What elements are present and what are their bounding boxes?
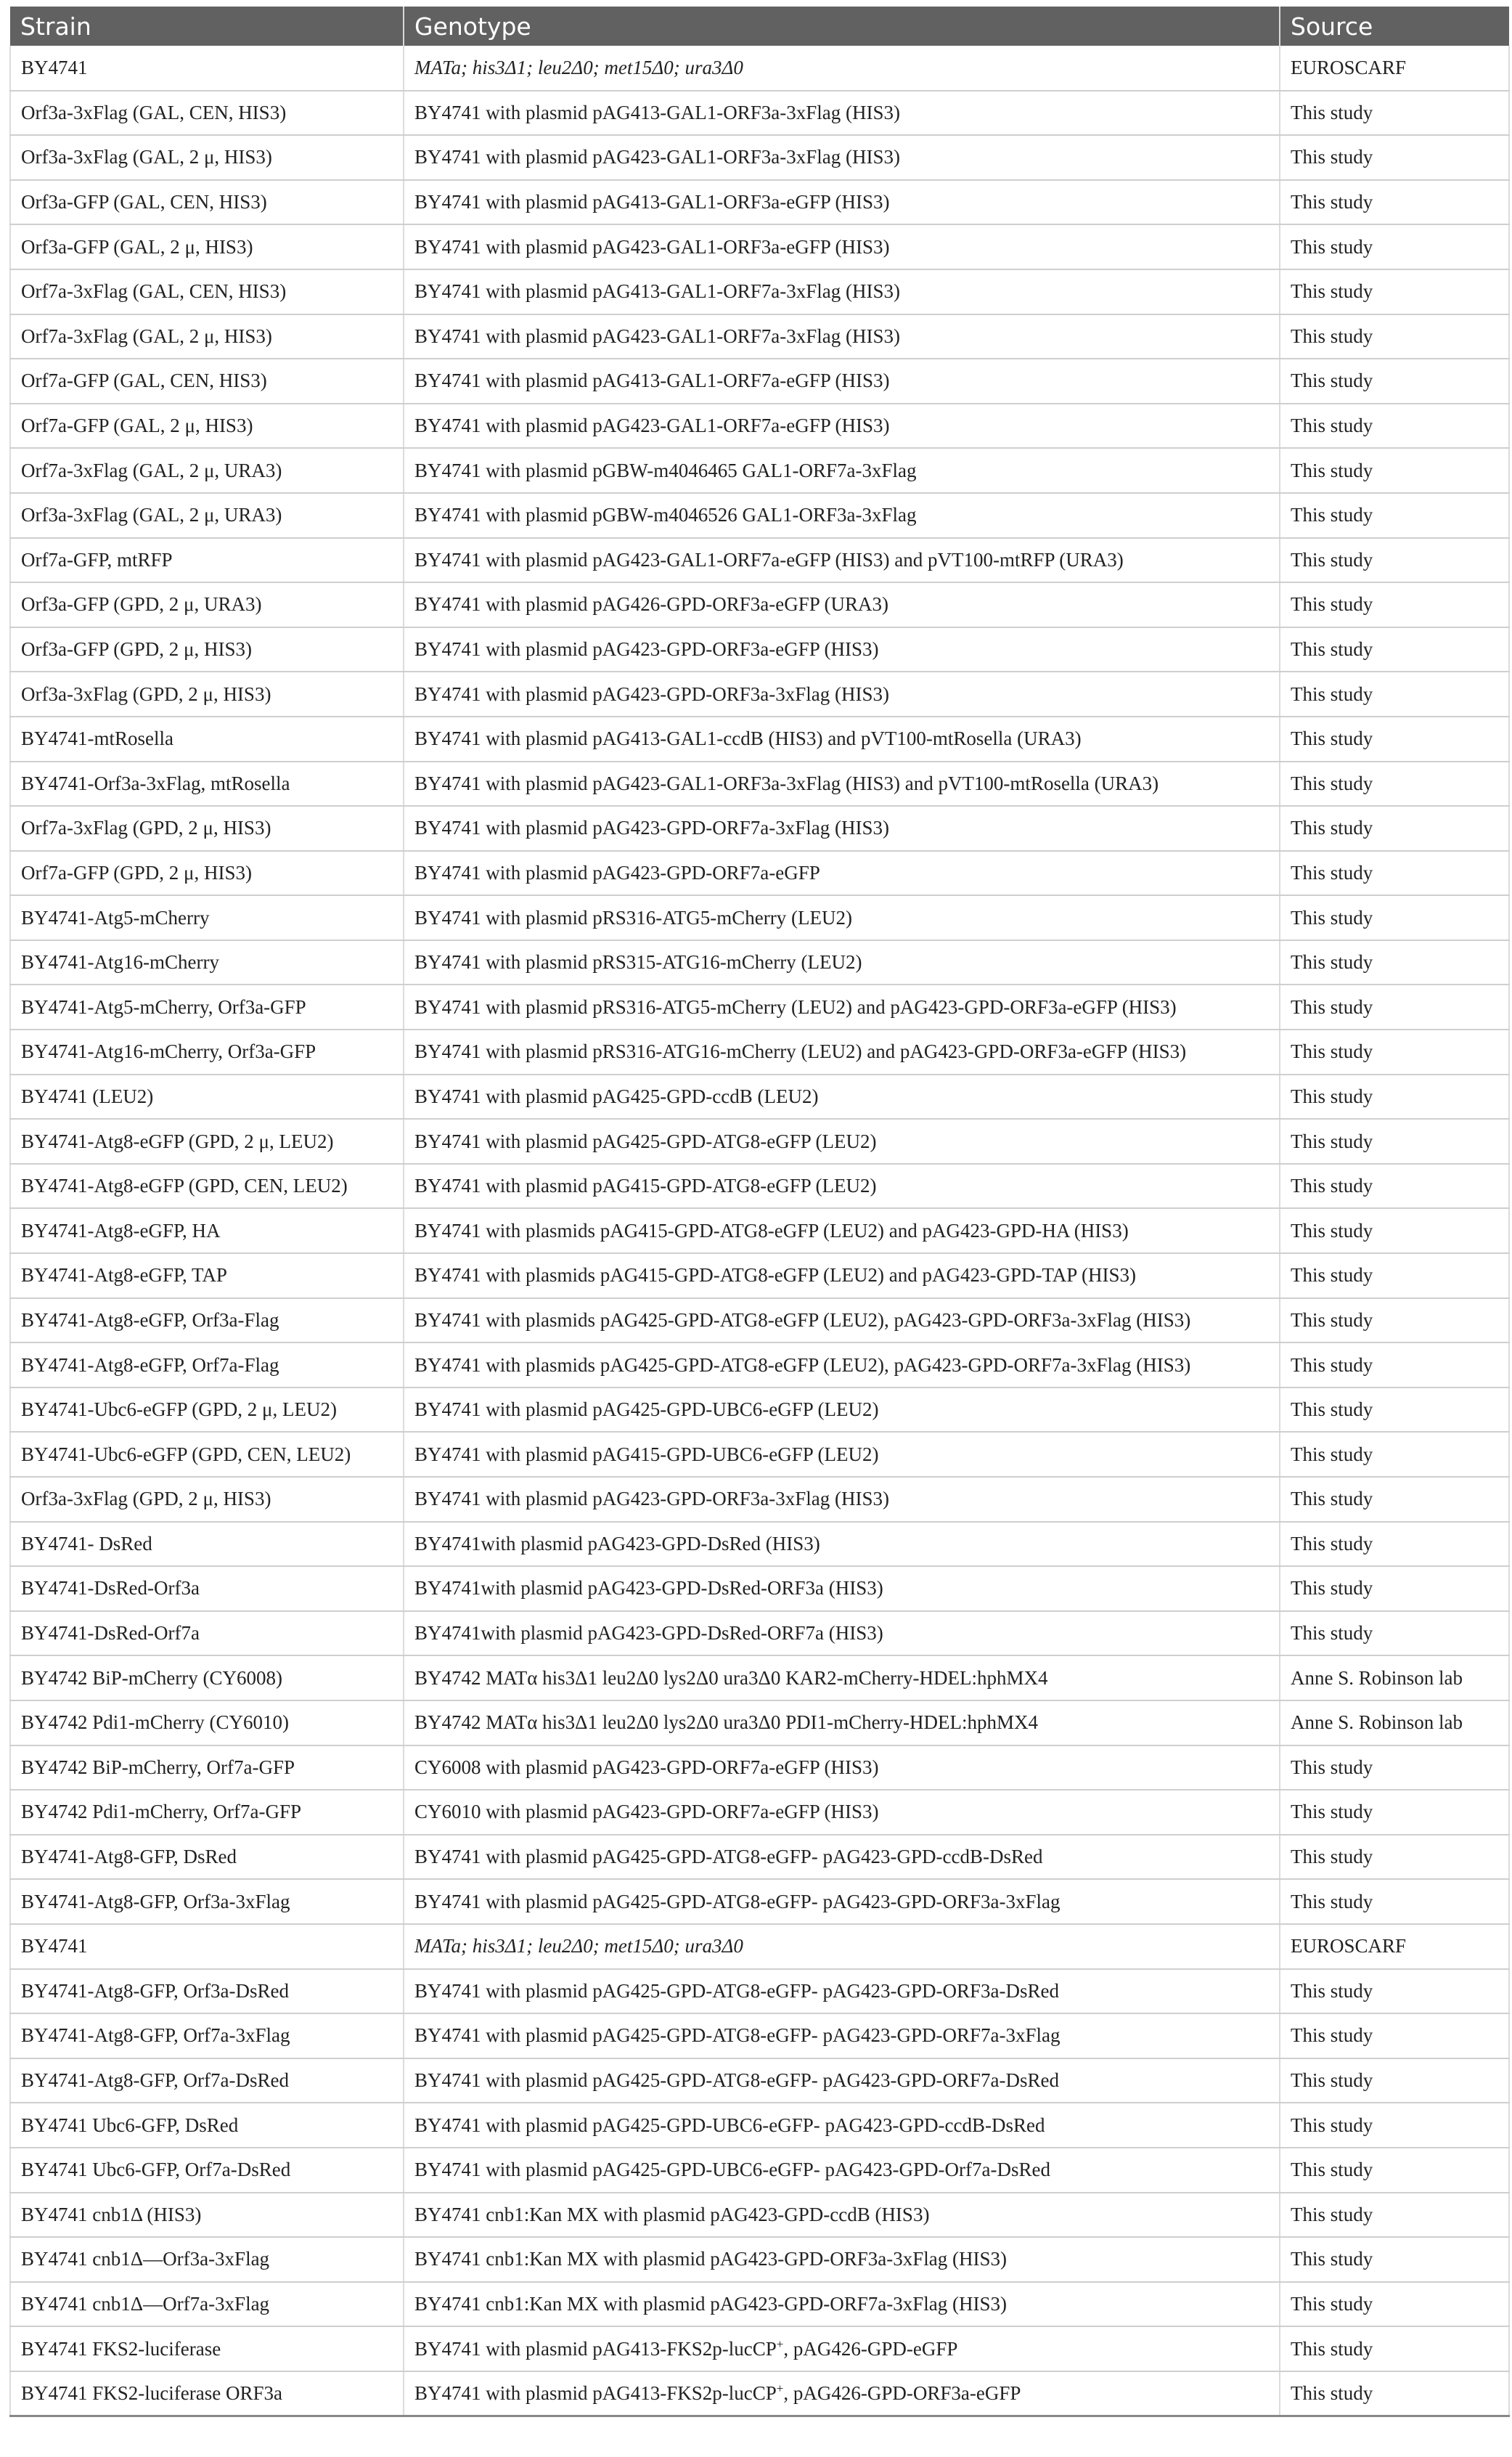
cell-source: This study [1280, 2326, 1509, 2371]
table-row [10, 717, 1509, 762]
cell-strain: BY4741-Atg8-eGFP (GPD, 2 μ, LEU2) [10, 1119, 404, 1164]
cell-strain: BY4741 [10, 46, 404, 91]
table-row [10, 46, 1509, 91]
cell-genotype [404, 2371, 1280, 2416]
cell-genotype [404, 1835, 1280, 1880]
cell-strain: BY4741-Atg8-eGFP, Orf3a-Flag [10, 1298, 404, 1343]
cell-genotype [404, 224, 1280, 269]
cell-genotype [404, 1075, 1280, 1120]
cell-genotype [404, 1745, 1280, 1790]
table-row [10, 627, 1509, 672]
cell-source: This study [1280, 627, 1509, 672]
cell-strain: BY4742 Pdi1-mCherry (CY6010) [10, 1700, 404, 1745]
table-row [10, 1655, 1509, 1700]
cell-genotype [404, 2013, 1280, 2058]
cell-strain: BY4741 [10, 1924, 404, 1969]
table-row [10, 851, 1509, 896]
genotype-text: BY4741 with plasmid pGBW-m4046526 GAL1-ORF3a-3xFlag [414, 504, 917, 526]
cell-source: This study [1280, 2148, 1509, 2193]
cell-source: This study [1280, 1477, 1509, 1522]
cell-source: This study [1280, 2371, 1509, 2416]
genotype-text: BY4741 with plasmid pAG423-GPD-ORF3a-3xFlag (HIS3) [414, 1488, 889, 1510]
cell-strain: Orf7a-3xFlag (GPD, 2 μ, HIS3) [10, 806, 404, 851]
table-row [10, 895, 1509, 940]
table-row [10, 1924, 1509, 1969]
cell-source: EUROSCARF [1280, 46, 1509, 91]
genotype-text: BY4741 cnb1:Kan MX with plasmid pAG423-GPD-ORF3a-3xFlag (HIS3) [414, 2248, 1007, 2270]
cell-source: This study [1280, 1119, 1509, 1164]
cell-genotype [404, 1611, 1280, 1656]
cell-source: This study [1280, 404, 1509, 449]
cell-strain: BY4741-Atg8-eGFP, HA [10, 1208, 404, 1253]
genotype-text: BY4741 with plasmid pAG425-GPD-ATG8-eGFP- pAG423-GPD-ORF7a-3xFlag [414, 2024, 1061, 2047]
table-row [10, 1253, 1509, 1298]
cell-genotype [404, 2193, 1280, 2238]
cell-genotype [404, 1969, 1280, 2014]
cell-source: This study [1280, 1566, 1509, 1611]
cell-genotype [404, 359, 1280, 404]
strain-table-container [9, 7, 1508, 2417]
genotype-text: BY4741with plasmid pAG423-GPD-DsRed (HIS3) [414, 1532, 820, 1555]
genotype-text: BY4741 with plasmid pAG423-GAL1-ORF3a-3xFlag (HIS3) [414, 146, 900, 168]
table-row [10, 2058, 1509, 2103]
genotype-text: BY4741 with plasmid pAG425-GPD-ATG8-eGFP- pAG423-GPD-ORF3a-DsRed [414, 1979, 1059, 2002]
table-row [10, 1030, 1509, 1075]
genotype-superscript: + [776, 2381, 784, 2395]
cell-genotype [404, 404, 1280, 449]
cell-strain: BY4741-Atg8-GFP, Orf7a-3xFlag [10, 2013, 404, 2058]
genotype-text: BY4741 with plasmids pAG425-GPD-ATG8-eGFP (LEU2), pAG423-GPD-ORF3a-3xFlag (HIS3) [414, 1308, 1191, 1331]
cell-source: This study [1280, 2103, 1509, 2148]
cell-source: This study [1280, 2193, 1509, 2238]
cell-source: This study [1280, 1253, 1509, 1298]
cell-genotype [404, 269, 1280, 314]
cell-source: This study [1280, 985, 1509, 1030]
cell-strain: BY4741 cnb1Δ—Orf3a-3xFlag [10, 2237, 404, 2282]
cell-genotype [404, 1119, 1280, 1164]
table-row [10, 2371, 1509, 2416]
genotype-text: BY4741 with plasmid pRS316-ATG5-mCherry (LEU2) [414, 906, 852, 929]
strain-table [9, 7, 1510, 2417]
cell-strain: BY4741 cnb1Δ (HIS3) [10, 2193, 404, 2238]
cell-strain: BY4741-DsRed-Orf3a [10, 1566, 404, 1611]
cell-genotype [404, 806, 1280, 851]
genotype-text: BY4741with plasmid pAG423-GPD-DsRed-ORF3a (HIS3) [414, 1577, 883, 1600]
genotype-text: BY4741 with plasmid pAG423-GAL1-ORF7a-eGFP (HIS3) [414, 415, 890, 437]
table-row [10, 806, 1509, 851]
cell-source: This study [1280, 1611, 1509, 1656]
cell-source: This study [1280, 1835, 1509, 1880]
genotype-text: BY4741 with plasmids pAG425-GPD-ATG8-eGFP (LEU2), pAG423-GPD-ORF7a-3xFlag (HIS3) [414, 1353, 1191, 1376]
cell-source: This study [1280, 180, 1509, 225]
cell-genotype [404, 1566, 1280, 1611]
cell-source: This study [1280, 1879, 1509, 1924]
cell-genotype [404, 493, 1280, 538]
genotype-text: BY4741 with plasmid pAG413-FKS2p-lucCP [414, 2381, 777, 2404]
cell-strain: BY4741-Atg5-mCherry, Orf3a-GFP [10, 985, 404, 1030]
table-row [10, 180, 1509, 225]
cell-strain: Orf3a-GFP (GAL, 2 μ, HIS3) [10, 224, 404, 269]
cell-source: This study [1280, 1164, 1509, 1209]
cell-strain: Orf3a-GFP (GPD, 2 μ, URA3) [10, 582, 404, 627]
genotype-text: BY4741 with plasmid pAG413-GAL1-ORF7a-eGFP (HIS3) [414, 370, 890, 392]
genotype-text: BY4741 with plasmid pGBW-m4046465 GAL1-ORF7a-3xFlag [414, 459, 917, 481]
genotype-text: BY4741 with plasmid pAG415-GPD-UBC6-eGFP (LEU2) [414, 1443, 879, 1465]
cell-strain: BY4741-DsRed-Orf7a [10, 1611, 404, 1656]
genotype-text: BY4741 with plasmid pAG423-GAL1-ORF7a-eGFP (HIS3) and pVT100-mtRFP (URA3) [414, 548, 1124, 571]
cell-source: This study [1280, 1432, 1509, 1477]
cell-strain: Orf3a-3xFlag (GAL, CEN, HIS3) [10, 91, 404, 136]
cell-source: This study [1280, 1522, 1509, 1567]
cell-genotype [404, 1879, 1280, 1924]
genotype-text: BY4741 with plasmids pAG415-GPD-ATG8-eGFP (LEU2) and pAG423-GPD-TAP (HIS3) [414, 1264, 1137, 1287]
cell-strain: Orf7a-3xFlag (GAL, 2 μ, URA3) [10, 448, 404, 493]
table-row [10, 2013, 1509, 2058]
cell-genotype [404, 672, 1280, 717]
cell-genotype [404, 1388, 1280, 1433]
cell-genotype [404, 2237, 1280, 2282]
cell-genotype [404, 1522, 1280, 1567]
cell-source: This study [1280, 895, 1509, 940]
cell-source: This study [1280, 2058, 1509, 2103]
genotype-text: BY4741 with plasmid pAG423-GAL1-ORF3a-eGFP (HIS3) [414, 235, 890, 258]
cell-strain: BY4741-Atg8-GFP, Orf7a-DsRed [10, 2058, 404, 2103]
table-row [10, 1522, 1509, 1567]
cell-strain: Orf3a-3xFlag (GPD, 2 μ, HIS3) [10, 1477, 404, 1522]
table-row [10, 672, 1509, 717]
cell-source: This study [1280, 1208, 1509, 1253]
table-row [10, 1342, 1509, 1388]
table-row [10, 1700, 1509, 1745]
cell-genotype [404, 1790, 1280, 1835]
genotype-text-tail: , pAG426-GPD-ORF3a-eGFP [783, 2381, 1021, 2404]
cell-source: EUROSCARF [1280, 1924, 1509, 1969]
cell-strain: Orf3a-GFP (GAL, CEN, HIS3) [10, 180, 404, 225]
genotype-text: BY4741 with plasmid pAG423-GAL1-ORF3a-3xFlag (HIS3) and pVT100-mtRosella (URA3) [414, 772, 1159, 794]
genotype-text: BY4741 with plasmid pAG413-GAL1-ccdB (HIS3) and pVT100-mtRosella (URA3) [414, 728, 1082, 750]
cell-source: This study [1280, 806, 1509, 851]
table-row [10, 2148, 1509, 2193]
table-row [10, 224, 1509, 269]
genotype-text: BY4742 MATα his3Δ1 leu2Δ0 lys2Δ0 ura3Δ0 KAR2-mCherry-HDEL:hphMX4 [414, 1666, 1048, 1689]
cell-genotype [404, 91, 1280, 136]
genotype-text: BY4741 with plasmid pAG425-GPD-UBC6-eGFP- pAG423-GPD-Orf7a-DsRed [414, 2159, 1050, 2181]
table-row [10, 135, 1509, 180]
cell-strain: BY4741-Ubc6-eGFP (GPD, 2 μ, LEU2) [10, 1388, 404, 1433]
genotype-text: BY4741 with plasmid pAG425-GPD-UBC6-eGFP- pAG423-GPD-ccdB-DsRed [414, 2114, 1045, 2136]
table-row [10, 762, 1509, 807]
cell-strain: BY4741 (LEU2) [10, 1075, 404, 1120]
genotype-text: BY4741 with plasmid pAG425-GPD-ATG8-eGFP- pAG423-GPD-ORF3a-3xFlag [414, 1890, 1061, 1912]
cell-genotype [404, 762, 1280, 807]
cell-strain: Orf3a-3xFlag (GAL, 2 μ, URA3) [10, 493, 404, 538]
genotype-text: BY4741 with plasmid pAG425-GPD-UBC6-eGFP (LEU2) [414, 1398, 879, 1421]
cell-genotype [404, 582, 1280, 627]
cell-strain: Orf7a-GFP, mtRFP [10, 538, 404, 583]
table-row [10, 1119, 1509, 1164]
cell-genotype [404, 985, 1280, 1030]
cell-strain: BY4742 BiP-mCherry (CY6008) [10, 1655, 404, 1700]
cell-source: This study [1280, 672, 1509, 717]
cell-source: This study [1280, 359, 1509, 404]
table-body [10, 46, 1509, 2416]
table-row [10, 1432, 1509, 1477]
cell-strain: Orf7a-3xFlag (GAL, 2 μ, HIS3) [10, 314, 404, 359]
table-row [10, 493, 1509, 538]
cell-genotype [404, 1924, 1280, 1969]
cell-genotype [404, 180, 1280, 225]
genotype-text: BY4741 with plasmid pAG413-GAL1-ORF7a-3xFlag (HIS3) [414, 280, 900, 303]
cell-strain: BY4741 Ubc6-GFP, Orf7a-DsRed [10, 2148, 404, 2193]
genotype-text: BY4741with plasmid pAG423-GPD-DsRed-ORF7a (HIS3) [414, 1622, 883, 1645]
genotype-text: BY4741 with plasmid pAG425-GPD-ATG8-eGFP (LEU2) [414, 1130, 877, 1152]
cell-strain: Orf3a-3xFlag (GPD, 2 μ, HIS3) [10, 672, 404, 717]
cell-strain: BY4741- DsRed [10, 1522, 404, 1567]
genotype-text: BY4741 with plasmid pRS315-ATG16-mCherry (LEU2) [414, 951, 862, 974]
cell-source: This study [1280, 1790, 1509, 1835]
genotype-text: CY6008 with plasmid pAG423-GPD-ORF7a-eGFP (HIS3) [414, 1756, 879, 1778]
cell-genotype [404, 2103, 1280, 2148]
genotype-text: BY4741 with plasmid pAG423-GAL1-ORF7a-3xFlag (HIS3) [414, 325, 900, 347]
cell-strain: BY4741-Atg8-eGFP (GPD, CEN, LEU2) [10, 1164, 404, 1209]
cell-genotype [404, 1432, 1280, 1477]
table-row [10, 1566, 1509, 1611]
cell-source: This study [1280, 2282, 1509, 2327]
table-row [10, 2193, 1509, 2238]
table-row [10, 1879, 1509, 1924]
table-row [10, 985, 1509, 1030]
genotype-text: BY4741 with plasmid pAG423-GPD-ORF7a-3xFlag (HIS3) [414, 817, 889, 839]
cell-source: This study [1280, 1298, 1509, 1343]
cell-source: This study [1280, 1388, 1509, 1433]
cell-strain: Orf7a-3xFlag (GAL, CEN, HIS3) [10, 269, 404, 314]
cell-strain: BY4741-Atg16-mCherry [10, 940, 404, 985]
cell-genotype [404, 1208, 1280, 1253]
table-row [10, 314, 1509, 359]
cell-strain: BY4741 FKS2-luciferase ORF3a [10, 2371, 404, 2416]
cell-source: This study [1280, 224, 1509, 269]
cell-strain: Orf7a-GFP (GPD, 2 μ, HIS3) [10, 851, 404, 896]
table-row [10, 1835, 1509, 1880]
cell-strain: Orf3a-GFP (GPD, 2 μ, HIS3) [10, 627, 404, 672]
cell-genotype [404, 1700, 1280, 1745]
table-row [10, 1298, 1509, 1343]
table-row [10, 269, 1509, 314]
genotype-text: MATa; his3Δ1; leu2Δ0; met15Δ0; ura3Δ0 [414, 56, 743, 78]
table-row [10, 1075, 1509, 1120]
genotype-text: BY4741 with plasmid pRS316-ATG16-mCherry (LEU2) and pAG423-GPD-ORF3a-eGFP (HIS3) [414, 1040, 1187, 1063]
genotype-text: BY4742 MATα his3Δ1 leu2Δ0 lys2Δ0 ura3Δ0 PDI1-mCherry-HDEL:hphMX4 [414, 1711, 1039, 1734]
cell-source: This study [1280, 538, 1509, 583]
cell-genotype [404, 1477, 1280, 1522]
cell-strain: BY4741 Ubc6-GFP, DsRed [10, 2103, 404, 2148]
genotype-text: BY4741 with plasmid pAG425-GPD-ATG8-eGFP- pAG423-GPD-ORF7a-DsRed [414, 2069, 1059, 2092]
cell-strain: Orf3a-3xFlag (GAL, 2 μ, HIS3) [10, 135, 404, 180]
cell-genotype [404, 895, 1280, 940]
cell-source: Anne S. Robinson lab [1280, 1655, 1509, 1700]
cell-source: This study [1280, 493, 1509, 538]
cell-source: This study [1280, 1969, 1509, 2014]
cell-source: This study [1280, 314, 1509, 359]
cell-strain: BY4741-Atg8-GFP, DsRed [10, 1835, 404, 1880]
cell-strain: BY4741-mtRosella [10, 717, 404, 762]
cell-source: This study [1280, 269, 1509, 314]
cell-strain: BY4741-Atg8-eGFP, TAP [10, 1253, 404, 1298]
cell-strain: BY4741 cnb1Δ—Orf7a-3xFlag [10, 2282, 404, 2327]
cell-genotype [404, 1030, 1280, 1075]
table-row [10, 582, 1509, 627]
genotype-text: BY4741 cnb1:Kan MX with plasmid pAG423-GPD-ccdB (HIS3) [414, 2203, 930, 2225]
genotype-text: BY4741 cnb1:Kan MX with plasmid pAG423-GPD-ORF7a-3xFlag (HIS3) [414, 2292, 1007, 2315]
cell-source: This study [1280, 940, 1509, 985]
cell-source: This study [1280, 448, 1509, 493]
cell-source: This study [1280, 1342, 1509, 1388]
cell-genotype [404, 627, 1280, 672]
genotype-text: BY4741 with plasmid pAG413-GAL1-ORF3a-3xFlag (HIS3) [414, 101, 900, 123]
genotype-text: BY4741 with plasmid pAG425-GPD-ATG8-eGFP- pAG423-GPD-ccdB-DsRed [414, 1846, 1043, 1868]
genotype-text: BY4741 with plasmid pAG423-GPD-ORF3a-3xFlag (HIS3) [414, 682, 889, 705]
genotype-text: BY4741 with plasmid pAG413-GAL1-ORF3a-eGFP (HIS3) [414, 191, 890, 213]
genotype-text: BY4741 with plasmid pAG423-GPD-ORF3a-eGFP (HIS3) [414, 638, 879, 661]
cell-genotype [404, 2326, 1280, 2371]
cell-strain: BY4742 Pdi1-mCherry, Orf7a-GFP [10, 1790, 404, 1835]
cell-strain: BY4741-Atg8-GFP, Orf3a-3xFlag [10, 1879, 404, 1924]
cell-genotype [404, 2058, 1280, 2103]
genotype-superscript: + [776, 2336, 784, 2351]
table-row [10, 1477, 1509, 1522]
table-row [10, 1611, 1509, 1656]
genotype-text: MATa; his3Δ1; leu2Δ0; met15Δ0; ura3Δ0 [414, 1935, 743, 1957]
cell-source: This study [1280, 91, 1509, 136]
genotype-text: BY4741 with plasmid pAG413-FKS2p-lucCP [414, 2337, 777, 2360]
cell-source: This study [1280, 762, 1509, 807]
cell-genotype [404, 1298, 1280, 1343]
table-row [10, 2103, 1509, 2148]
table-row [10, 940, 1509, 985]
cell-genotype [404, 940, 1280, 985]
cell-genotype [404, 717, 1280, 762]
cell-genotype [404, 851, 1280, 896]
table-row [10, 538, 1509, 583]
cell-strain: Orf7a-GFP (GAL, 2 μ, HIS3) [10, 404, 404, 449]
cell-genotype [404, 1655, 1280, 1700]
genotype-text: BY4741 with plasmid pAG426-GPD-ORF3a-eGFP (URA3) [414, 593, 888, 616]
table-row [10, 1745, 1509, 1790]
table-row [10, 1790, 1509, 1835]
cell-strain: BY4741-Atg8-eGFP, Orf7a-Flag [10, 1342, 404, 1388]
cell-source: This study [1280, 2013, 1509, 2058]
genotype-text: BY4741 with plasmid pAG415-GPD-ATG8-eGFP (LEU2) [414, 1175, 877, 1197]
table-row [10, 91, 1509, 136]
cell-strain: BY4741 FKS2-luciferase [10, 2326, 404, 2371]
table-row [10, 404, 1509, 449]
cell-source: This study [1280, 582, 1509, 627]
genotype-text: BY4741 with plasmid pRS316-ATG5-mCherry (LEU2) and pAG423-GPD-ORF3a-eGFP (HIS3) [414, 995, 1177, 1018]
table-row [10, 1969, 1509, 2014]
cell-source: This study [1280, 717, 1509, 762]
table-row [10, 2326, 1509, 2371]
cell-genotype [404, 448, 1280, 493]
cell-strain: BY4742 BiP-mCherry, Orf7a-GFP [10, 1745, 404, 1790]
cell-source: This study [1280, 1075, 1509, 1120]
cell-source: This study [1280, 851, 1509, 896]
cell-genotype [404, 314, 1280, 359]
cell-strain: BY4741-Atg16-mCherry, Orf3a-GFP [10, 1030, 404, 1075]
cell-source: This study [1280, 2237, 1509, 2282]
cell-strain: BY4741-Ubc6-eGFP (GPD, CEN, LEU2) [10, 1432, 404, 1477]
cell-genotype [404, 1342, 1280, 1388]
cell-genotype [404, 1253, 1280, 1298]
genotype-text: BY4741 with plasmid pAG423-GPD-ORF7a-eGFP [414, 861, 820, 884]
table-header-row [10, 7, 1509, 46]
cell-source: Anne S. Robinson lab [1280, 1700, 1509, 1745]
table-row [10, 448, 1509, 493]
cell-genotype [404, 135, 1280, 180]
table-row [10, 1164, 1509, 1209]
cell-genotype [404, 2282, 1280, 2327]
cell-source: This study [1280, 1745, 1509, 1790]
cell-source: This study [1280, 1030, 1509, 1075]
cell-strain: BY4741-Atg5-mCherry [10, 895, 404, 940]
header-source: Source [1280, 7, 1509, 46]
genotype-text: BY4741 with plasmid pAG425-GPD-ccdB (LEU2) [414, 1085, 819, 1107]
cell-genotype [404, 46, 1280, 91]
cell-genotype [404, 538, 1280, 583]
table-row [10, 359, 1509, 404]
table-row [10, 1388, 1509, 1433]
genotype-text: CY6010 with plasmid pAG423-GPD-ORF7a-eGFP (HIS3) [414, 1801, 879, 1823]
cell-strain: BY4741-Orf3a-3xFlag, mtRosella [10, 762, 404, 807]
table-row [10, 2282, 1509, 2327]
cell-strain: BY4741-Atg8-GFP, Orf3a-DsRed [10, 1969, 404, 2014]
genotype-text: BY4741 with plasmids pAG415-GPD-ATG8-eGFP (LEU2) and pAG423-GPD-HA (HIS3) [414, 1219, 1129, 1242]
cell-source: This study [1280, 135, 1509, 180]
table-row [10, 1208, 1509, 1253]
cell-strain: Orf7a-GFP (GAL, CEN, HIS3) [10, 359, 404, 404]
table-row [10, 2237, 1509, 2282]
genotype-text-tail: , pAG426-GPD-eGFP [783, 2337, 958, 2360]
header-genotype: Genotype [404, 7, 1280, 46]
header-strain: Strain [10, 7, 404, 46]
cell-genotype [404, 1164, 1280, 1209]
cell-genotype [404, 2148, 1280, 2193]
